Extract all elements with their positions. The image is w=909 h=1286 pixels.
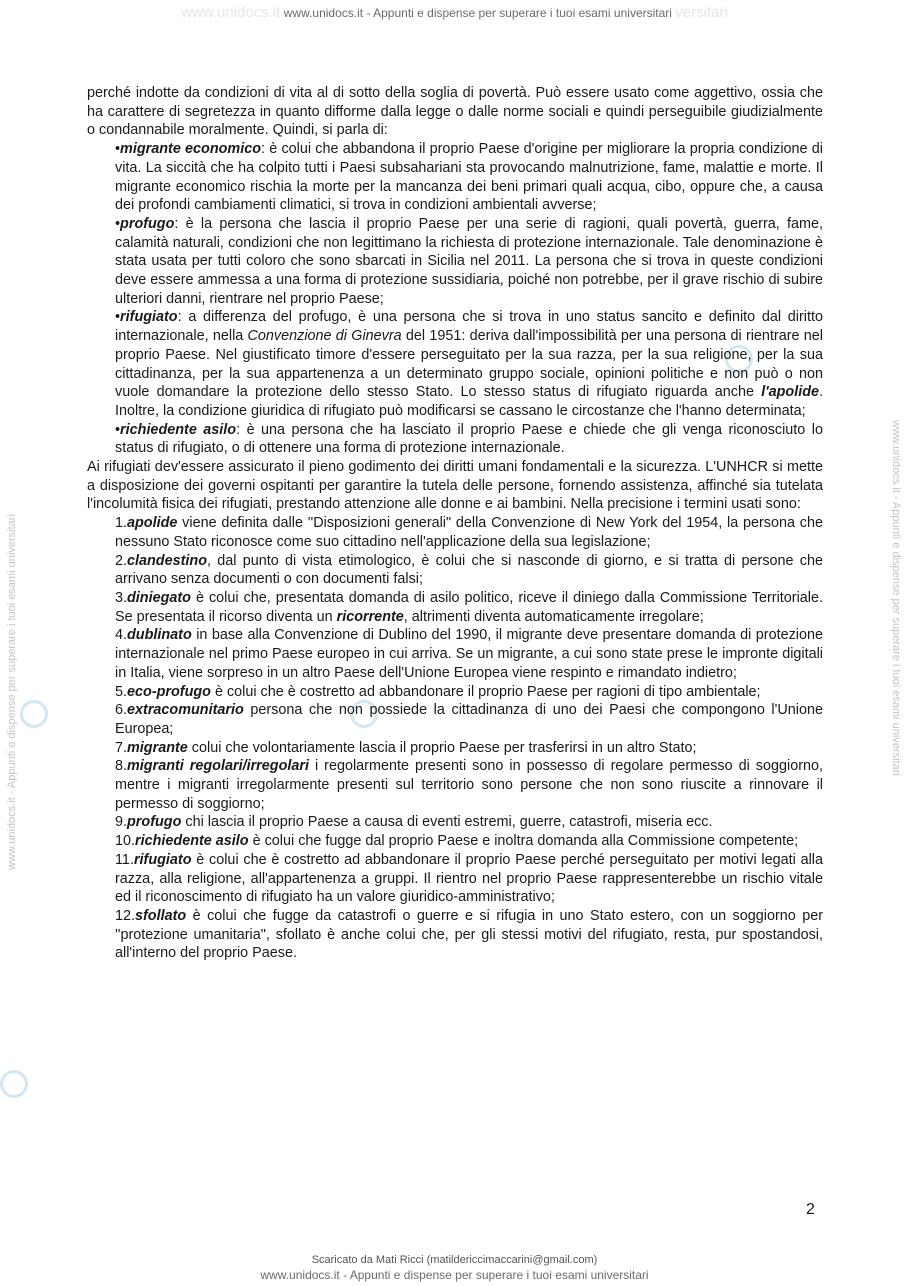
term-10 — [87, 832, 823, 851]
term-8 — [87, 757, 823, 813]
bullet-marker: • — [115, 309, 121, 326]
watermark-bottom — [0, 1268, 909, 1282]
term-label: richiedente asilo — [135, 833, 249, 850]
definition-text: : è la persona che lascia il proprio Paese per una serie di ragioni, quali povertà, guerra, fame, calamità naturali, condizioni che non legittimano la richiesta di protezione internazionale. Tale denominazione è stata usata per tutti coloro che sono sbarcati in Sicilia nel 2011. La persona che si trova in queste condizioni deve essere ammessa a una forma di protezione sussidiaria, poiché non potrebbe, per il grave rischio di subire ulteriori danni, rientrare nel proprio Paese; — [115, 215, 823, 307]
item-number: 10. — [115, 833, 136, 850]
term-label: profugo — [120, 215, 175, 232]
term-label: richiedente asilo — [120, 421, 237, 438]
term-label: clandestino — [127, 552, 207, 569]
term-label: apolide — [127, 515, 178, 532]
bullet-marker: • — [115, 421, 121, 438]
definition-text: colui che volontariamente lascia il proprio Paese per trasferirsi in un altro Stato; — [187, 739, 697, 756]
watermark-side-right: www.unidocs.it - Appunti e dispense per superare i tuoi esami universitari — [890, 420, 902, 776]
watermark-bottom-text: www.unidocs.it - Appunti e dispense per superare i tuoi esami universitari — [260, 1268, 649, 1282]
definition-text: in base alla Convenzione di Dublino del 1990, il migrante deve presentare domanda di protezione internazionale nel primo Paese europeo in cui arriva. Se un migrante, a cui sono state prese le impronte digitali in Italia, viene sorpreso in un altro Paese dell'Unione Europea viene respinto e rimandato indietro; — [115, 627, 823, 681]
item-number: 5. — [115, 683, 128, 700]
page-number: 2 — [806, 1201, 815, 1218]
bullet-profugo — [87, 215, 823, 309]
term-label: migrante — [127, 739, 188, 756]
watermark-ghost-left: www.unidocs.it — [181, 4, 281, 21]
definition-text: , altrimenti diventa automaticamente irregolare; — [403, 608, 704, 625]
item-number: 4. — [115, 627, 128, 644]
document-body — [87, 84, 823, 963]
middle-paragraph: Ai rifugiati dev'essere assicurato il pieno godimento dei diritti umani fondamentali e la sicurezza. L'UNHCR si mette a disposizione dei governi ospitanti per garantire la tutela delle persone, fornendo assistenza, affinché sia tutelata l'incolumità fisica dei rifugiati, prestando attenzione alle donne e ai bambini. Nella precisione i termini usati sono: — [87, 459, 823, 513]
term-label: migranti regolari/irregolari — [127, 758, 309, 775]
term-2 — [87, 552, 823, 589]
term-label: rifugiato — [120, 309, 178, 326]
definition-text: chi lascia il proprio Paese a causa di eventi estremi, guerre, catastrofi, miseria ecc. — [181, 814, 713, 831]
term-label: rifugiato — [133, 851, 192, 868]
term-11 — [87, 851, 823, 907]
bullet-migrante-economico — [87, 140, 823, 215]
watermark-top — [0, 4, 909, 21]
downloaded-by-note: Scaricato da Mati Ricci (matildericcimaccarini@gmail.com) — [311, 1254, 598, 1266]
watermark-logo-icon — [0, 1070, 28, 1098]
bullet-rifugiato — [87, 308, 823, 420]
item-number: 7. — [115, 739, 128, 756]
term-1 — [87, 514, 823, 551]
definition-text: è colui che, presentata domanda di asilo politico, riceve il diniego dalla Commissione Territoriale. Se presentata il ricorso diventa un — [115, 589, 823, 625]
definition-text: del 1951: deriva dall'impossibilità per una persona di rientrare nel proprio Paese. Nel giustificato timore d'essere perseguitato per la sua razza, per la sua religione, per la sua cittadinanza, per la sua appartenenza a un determinato gruppo sociale, opinioni politiche e non può o non vuole domandare la protezione dello stesso Stato. Lo stesso status di rifugiato riguarda anche — [115, 328, 823, 401]
definition-text: . Inoltre, la condizione giuridica di rifugiato può modificarsi se cassano le circostanze che l'hanno determinata; — [115, 384, 823, 419]
definition-text: : è una persona che ha lasciato il proprio Paese e chiede che gli venga riconosciuto lo status di rifugiato, o di ottenere una forma di protezione internazionale. — [115, 421, 823, 457]
term-label: extracomunitario — [127, 702, 244, 719]
convention-name: Convenzione di Ginevra — [247, 328, 402, 345]
term-label: l'apolide — [761, 384, 819, 401]
item-number: 11. — [115, 851, 134, 868]
watermark-side-left: www.unidocs.it - Appunti e dispense per superare i tuoi esami universitari — [6, 514, 18, 870]
definition-text: i regolarmente presenti sono in possesso di regolare permesso di soggiorno, mentre i migranti irregolarmente presenti sul territorio sono persone che non sono riuscite a rinnovare il permesso di soggiorno; — [115, 758, 824, 812]
intro-paragraph: perché indotte da condizioni di vita al di sotto della soglia di povertà. Può essere usato come aggettivo, ossia che ha carattere di segretezza in quanto difforme dalla legge o dalle norme sociali e quindi perseguibile giudizialmente o condannabile moralmente. Quindi, si parla di: — [87, 85, 823, 139]
item-number: 9. — [115, 814, 128, 831]
item-number: 2. — [115, 552, 128, 569]
watermark-logo-icon — [20, 700, 48, 728]
definition-text: : è colui che abbandona il proprio Paese d'origine per migliorare la propria condizione di vita. La siccità che ha colpito tutti i Paesi subsahariani sta provocando malnutrizione, fame, malattie e morte. Il migrante economico rischia la morte per la mancanza dei beni primari quali acqua, cibo, oppure che, a causa dei profondi cambiamenti climatici, si trova in condizioni ambientali avverse; — [115, 141, 823, 214]
item-number: 3. — [115, 589, 128, 606]
definition-text: persona che non possiede la cittadinanza di uno dei Paesi che compongono l'Unione Europea; — [115, 702, 823, 737]
term-label: profugo — [127, 814, 182, 831]
term-label: dublinato — [127, 627, 192, 644]
definition-text: è colui che è costretto ad abbandonare il proprio Paese per ragioni di tipo ambientale; — [210, 683, 761, 700]
term-label: eco-profugo — [127, 683, 211, 700]
bullet-marker: • — [115, 215, 121, 232]
definition-text: è colui che è costretto ad abbandonare il proprio Paese perché perseguitato per motivi legati alla razza, alla religione, all'appartenenza a gruppi. Il rientro nel proprio Paese rappresenterebbe un rischio vitale ed il riconoscimento di rifugiato ha un valore giuridico-amministrativo; — [115, 851, 823, 906]
term-label: sfollato — [135, 907, 187, 924]
term-4 — [87, 626, 823, 682]
definition-text: è colui che fugge dal proprio Paese e inoltra domanda alla Commissione competente; — [248, 833, 799, 850]
definition-text: : a differenza del profugo, è una persona che si trova in uno status sancito e definito dal diritto internazionale, nella — [115, 309, 823, 345]
bullet-richiedente-asilo — [87, 421, 823, 458]
term-6 — [87, 701, 823, 738]
watermark-top-text: www.unidocs.it - Appunti e dispense per superare i tuoi esami universitari — [283, 6, 672, 20]
definition-text: viene definita dalle ''Disposizioni generali" della Convenzione di New York del 1954, la persona che nessuno Stato riconosce come suo cittadino nell'applicazione della sua legislazione; — [115, 515, 823, 550]
term-label: ricorrente — [336, 608, 404, 625]
bullet-marker: • — [115, 141, 121, 158]
term-label: migrante economico — [120, 141, 262, 158]
term-3 — [87, 589, 823, 626]
term-5 — [87, 683, 823, 702]
watermark-ghost-right: versitari — [675, 4, 728, 21]
definition-text: è colui che fugge da catastrofi o guerre e si rifugia in uno Stato estero, con un soggiorno per ''protezione umanitaria", sfollato è anche colui che, per gli stessi motivi del rifugiato, resta, pur spostandosi, all'interno del proprio Paese. — [115, 907, 823, 962]
definition-text: , dal punto di vista etimologico, è colui che si nasconde di giorno, e si tratta di persone che arrivano senza documenti o con documenti falsi; — [115, 552, 823, 588]
item-number: 6. — [115, 702, 128, 719]
term-label: diniegato — [127, 589, 191, 606]
item-number: 1. — [115, 515, 128, 532]
item-number: 8. — [115, 758, 128, 775]
term-9 — [87, 813, 823, 832]
item-number: 12. — [115, 907, 136, 924]
term-12 — [87, 907, 823, 963]
term-7 — [87, 739, 823, 758]
